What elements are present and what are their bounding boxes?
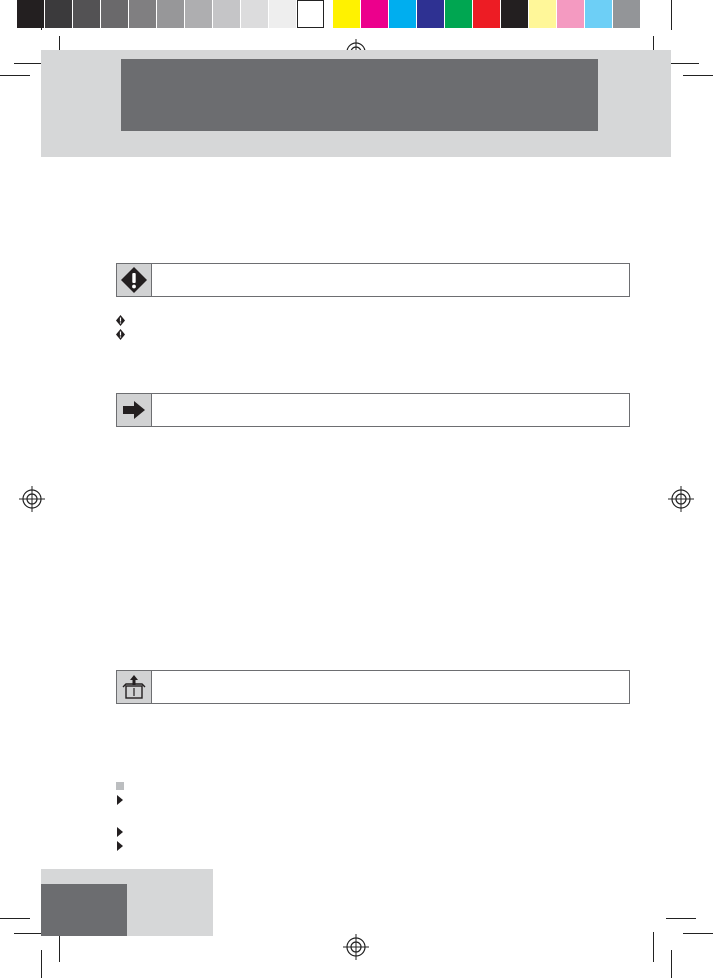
color-swatch	[585, 0, 612, 28]
list-item	[116, 839, 128, 853]
crop-mark	[669, 63, 699, 64]
crop-mark	[0, 75, 30, 76]
registration-mark-icon	[667, 485, 695, 513]
crop-mark	[41, 0, 42, 30]
crop-mark	[14, 63, 44, 64]
color-swatch	[101, 0, 128, 28]
list-item	[116, 793, 128, 807]
crop-mark	[671, 950, 672, 978]
unpack-notice-text	[152, 671, 629, 703]
list-item	[116, 779, 128, 793]
crop-mark	[653, 932, 654, 962]
list-item	[116, 825, 128, 839]
color-swatch	[445, 0, 472, 28]
color-swatch	[389, 0, 416, 28]
unpack-box-icon	[121, 674, 147, 700]
warning-bullet-list	[116, 313, 129, 341]
triangle-bullet-icon	[116, 841, 124, 851]
unpack-notice	[116, 670, 630, 704]
info-notice	[116, 393, 630, 427]
warning-icon-cell	[117, 264, 152, 296]
warning-notice-text	[152, 264, 629, 296]
crop-mark	[666, 918, 696, 919]
unpack-icon-cell	[117, 671, 152, 703]
color-swatch	[269, 0, 296, 28]
color-calibration-bar	[17, 0, 641, 28]
step-list	[116, 779, 128, 853]
color-swatch	[333, 0, 360, 28]
color-swatch	[73, 0, 100, 28]
warning-small-icon	[116, 315, 125, 326]
warning-diamond-icon	[120, 266, 148, 294]
list-item	[116, 313, 129, 327]
triangle-bullet-icon	[116, 795, 124, 805]
color-swatch	[213, 0, 240, 28]
color-swatch	[613, 0, 640, 28]
arrow-right-icon	[122, 400, 146, 420]
info-notice-text	[152, 394, 629, 426]
color-swatch	[361, 0, 388, 28]
square-marker-icon	[116, 782, 124, 790]
color-swatch	[157, 0, 184, 28]
color-swatch	[45, 0, 72, 28]
color-swatch	[185, 0, 212, 28]
crop-mark	[683, 75, 713, 76]
color-swatch	[529, 0, 556, 28]
color-swatch	[557, 0, 584, 28]
color-swatch	[129, 0, 156, 28]
info-icon-cell	[117, 394, 152, 426]
registration-mark-icon	[342, 933, 370, 961]
color-swatch	[17, 0, 44, 28]
crop-mark	[59, 932, 60, 962]
registration-mark-icon	[18, 485, 46, 513]
crop-mark	[671, 0, 672, 30]
triangle-bullet-icon	[116, 827, 124, 837]
color-swatch	[241, 0, 268, 28]
color-swatch	[473, 0, 500, 28]
warning-notice	[116, 263, 630, 297]
crop-mark	[683, 933, 713, 934]
crop-mark	[0, 918, 30, 919]
list-item	[116, 327, 129, 341]
color-swatch	[501, 0, 528, 28]
page-number-box	[41, 884, 127, 936]
header-title-box	[121, 59, 598, 131]
color-swatch	[417, 0, 444, 28]
list-spacer	[116, 807, 128, 825]
crop-mark	[41, 950, 42, 978]
crop-mark	[14, 933, 44, 934]
color-swatch	[297, 0, 324, 28]
warning-small-icon	[116, 329, 125, 340]
